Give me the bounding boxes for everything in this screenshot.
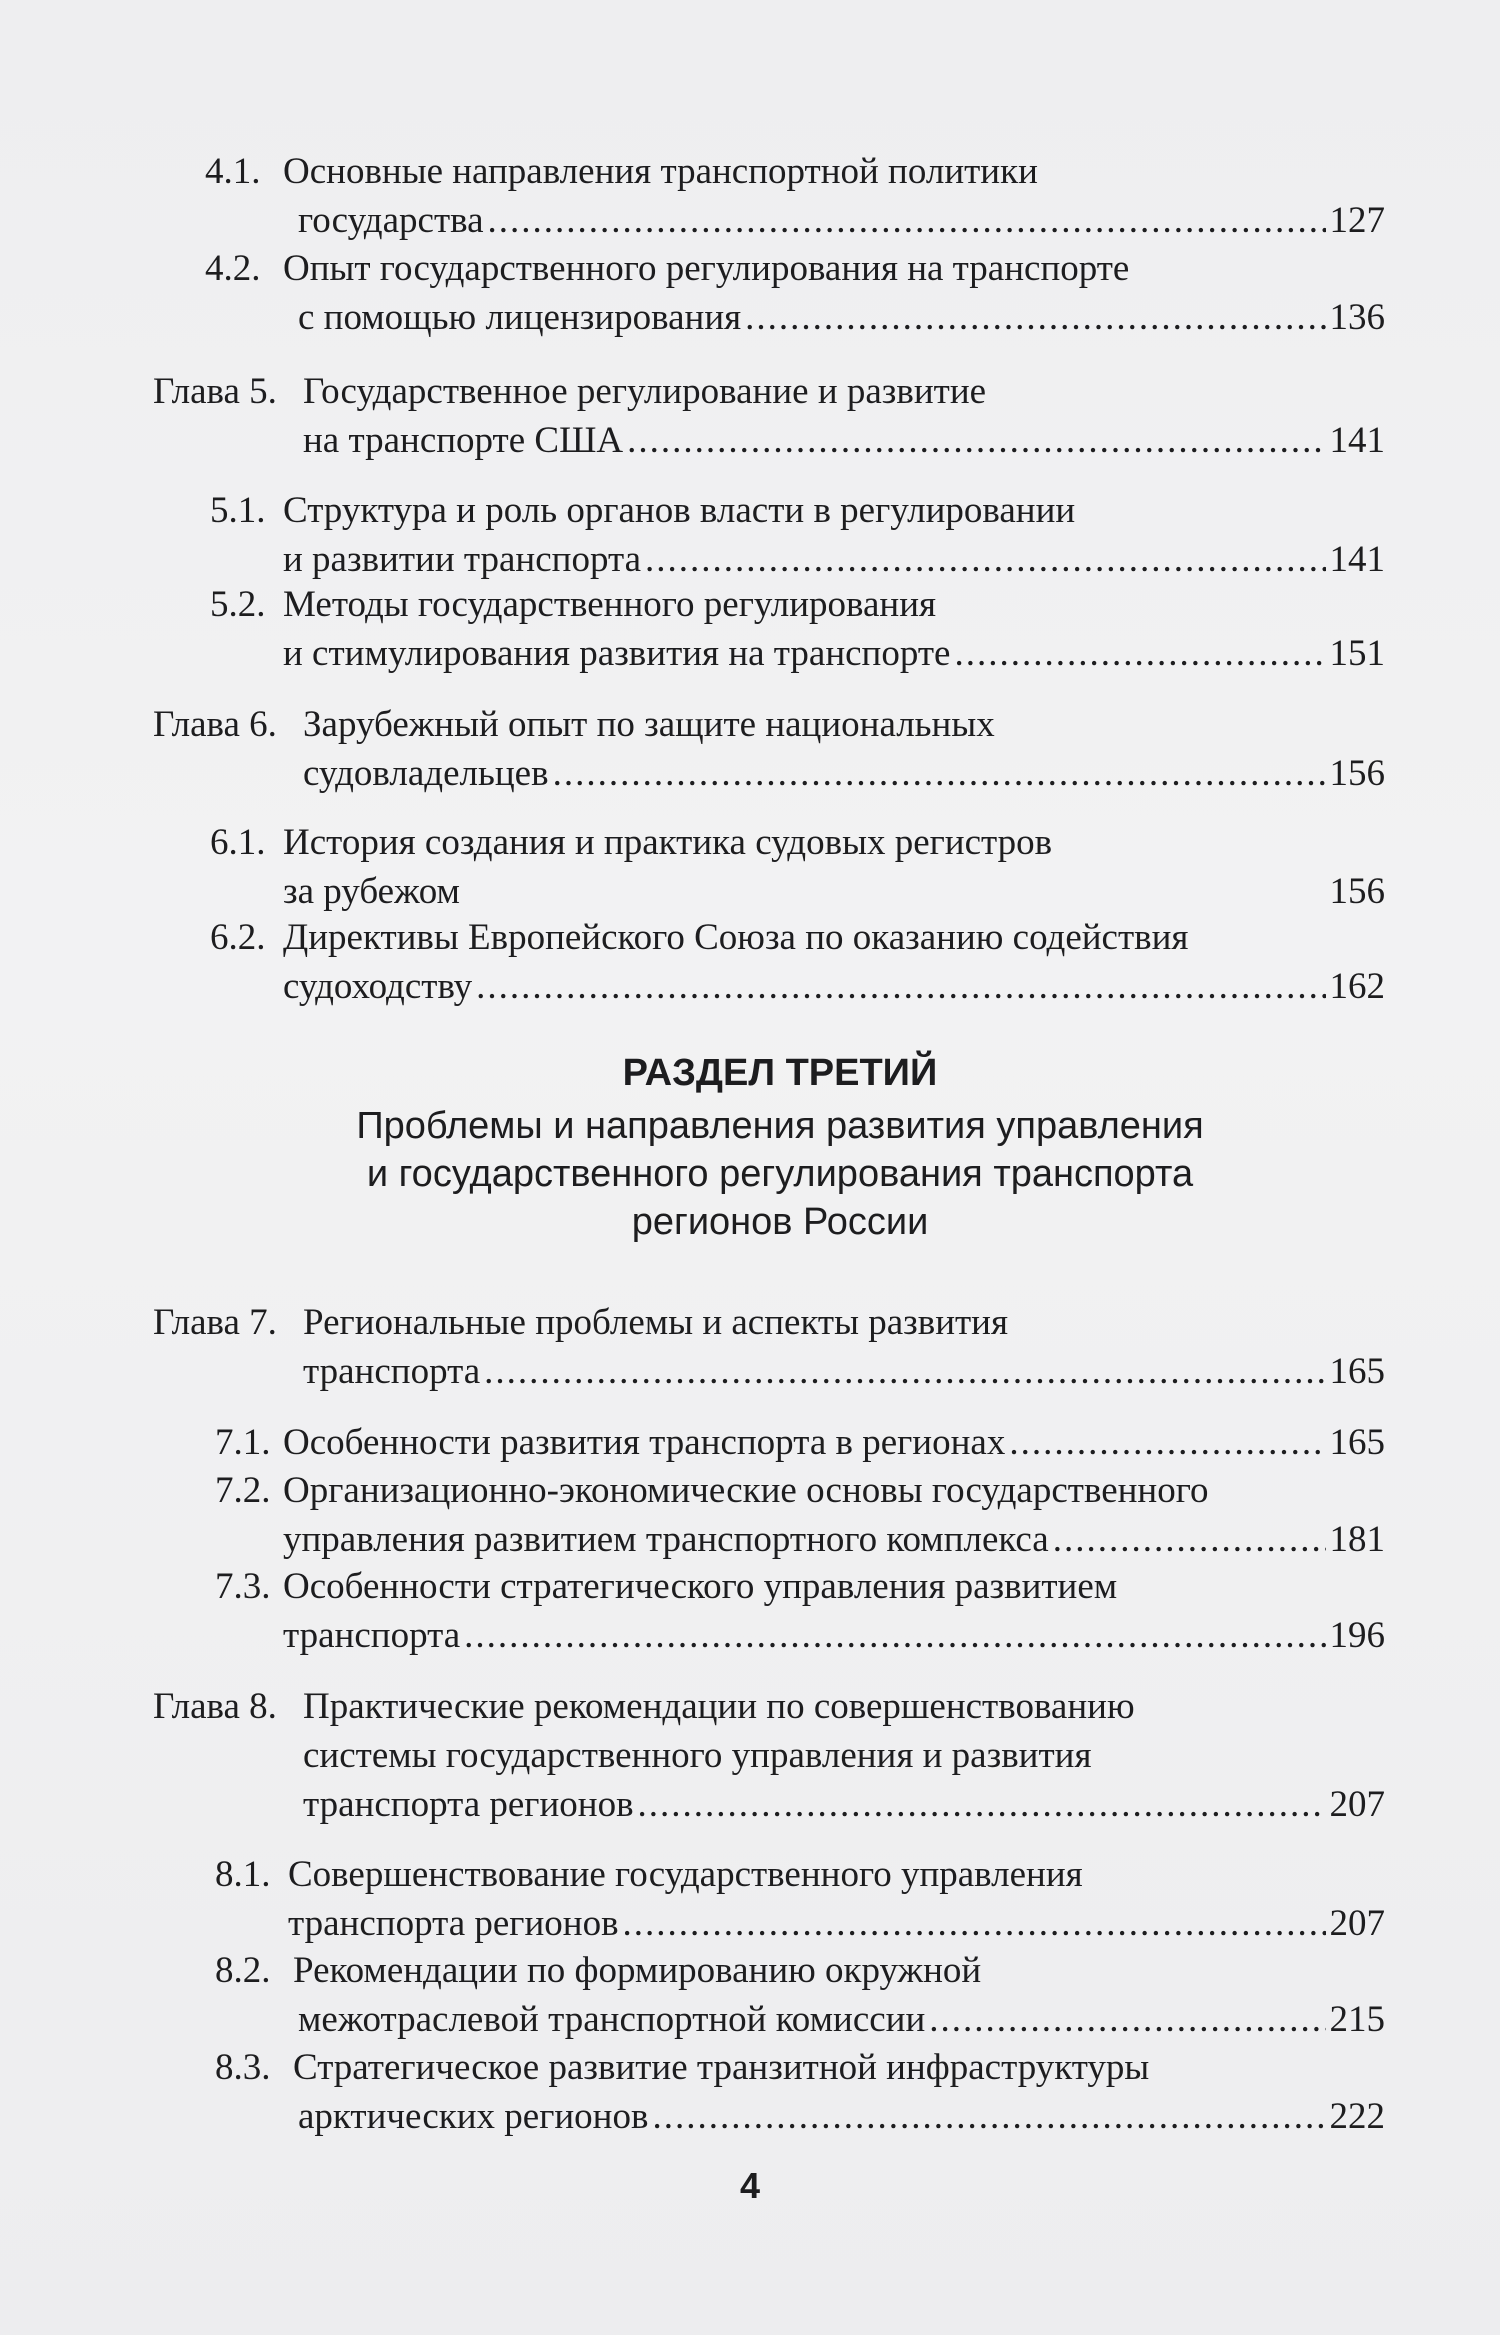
entry-title-line-2: транспорта <box>303 1351 481 1392</box>
entry-page: 162 <box>1329 966 1385 1007</box>
entry-page: 207 <box>1329 1903 1385 1944</box>
entry-page: 141 <box>1329 539 1385 580</box>
leader-dots <box>638 1780 1326 1829</box>
entry-title-line-2: и развитии транспорта <box>283 539 642 580</box>
toc-entry-7-1 <box>215 1418 1385 1467</box>
entry-number: 6.2. <box>210 917 266 958</box>
chapter-number: Глава 5. <box>153 371 277 412</box>
entry-title-line-1: Организационно-экономические основы государственного <box>283 1470 1209 1511</box>
entry-page: 207 <box>1329 1784 1385 1825</box>
entry-title-line-2: и стимулирования развития на транспорте <box>283 633 951 674</box>
toc-chapter-6 <box>153 700 1385 798</box>
entry-page: 141 <box>1329 420 1385 461</box>
toc-entry-8-3 <box>215 2043 1385 2141</box>
toc-entry-6-2 <box>210 913 1385 1011</box>
entry-title-line-1: Стратегическое развитие транзитной инфраструктуры <box>293 2047 1150 2088</box>
entry-title-line-1: Особенности развития транспорта в регионах <box>283 1422 1006 1463</box>
entry-page: 136 <box>1329 297 1385 338</box>
entry-title-line-2: с помощью лицензирования <box>298 297 742 338</box>
toc-entry-4-2 <box>205 244 1385 342</box>
entry-title-line-1: Директивы Европейского Союза по оказанию содействия <box>283 917 1189 958</box>
entry-page: 151 <box>1329 633 1385 674</box>
section-subtitle-line-2: и государственного регулирования транспорта <box>366 1153 1194 1195</box>
section-header <box>260 1048 1300 1246</box>
leader-dots <box>488 196 1326 245</box>
entry-page: 127 <box>1329 200 1385 241</box>
section-subtitle-line-1: Проблемы и направления развития управления <box>356 1105 1204 1147</box>
toc-entry-7-3 <box>215 1562 1385 1660</box>
leader-dots <box>745 293 1325 342</box>
entry-page: 196 <box>1329 1615 1385 1656</box>
chapter-number: Глава 6. <box>153 704 277 745</box>
leader-dots <box>954 629 1325 678</box>
section-title: РАЗДЕЛ ТРЕТИЙ <box>622 1052 938 1094</box>
leader-dots <box>623 1899 1326 1948</box>
chapter-number: Глава 7. <box>153 1302 277 1343</box>
entry-number: 7.1. <box>215 1422 271 1463</box>
page-number: 4 <box>739 2165 761 2206</box>
entry-title-line-2: на транспорте США <box>303 420 624 461</box>
entry-number: 6.1. <box>210 822 266 863</box>
section-subtitle-line-3: регионов России <box>631 1201 929 1243</box>
entry-page: 181 <box>1329 1519 1385 1560</box>
leader-dots <box>484 1347 1325 1396</box>
entry-title-line-2: транспорта регионов <box>288 1903 619 1944</box>
entry-title-line-2: системы государственного управления и развития <box>303 1735 1092 1776</box>
toc-entry-7-2 <box>215 1466 1385 1564</box>
entry-title-line-1: История создания и практика судовых регистров <box>283 822 1053 863</box>
entry-title-line-2: государства <box>298 200 484 241</box>
entry-page: 156 <box>1329 871 1385 912</box>
entry-title-line-2: межотраслевой транспортной комиссии <box>298 1999 926 2040</box>
entry-number: 5.2. <box>210 584 266 625</box>
leader-dots <box>476 962 1325 1011</box>
entry-page: 215 <box>1329 1999 1385 2040</box>
leader-dots <box>645 535 1325 584</box>
entry-number: 7.3. <box>215 1566 271 1607</box>
entry-title-line-2: судовладельцев <box>303 753 549 794</box>
entry-number: 4.2. <box>205 248 261 289</box>
entry-page: 222 <box>1329 2096 1385 2137</box>
leader-dots <box>464 1611 1325 1660</box>
entry-page: 165 <box>1329 1422 1385 1463</box>
entry-number: 8.1. <box>215 1854 271 1895</box>
toc-entry-5-1 <box>210 486 1385 584</box>
entry-title-line-2: управления развитием транспортного комплекса <box>283 1519 1049 1560</box>
entry-title-line-1: Совершенствование государственного управления <box>288 1854 1083 1895</box>
leader-dots <box>652 2092 1325 2141</box>
leader-dots <box>929 1995 1325 2044</box>
entry-title-line-1: Методы государственного регулирования <box>283 584 937 625</box>
entry-title-line-1: Государственное регулирование и развитие <box>303 371 987 412</box>
leader-dots <box>553 749 1326 798</box>
entry-number: 5.1. <box>210 490 266 531</box>
toc-entry-8-1 <box>215 1850 1385 1948</box>
toc-entry-8-2 <box>215 1946 1385 2044</box>
entry-number: 8.3. <box>215 2047 271 2088</box>
entry-title-line-1: Особенности стратегического управления развитием <box>283 1566 1118 1607</box>
toc-entry-6-1 <box>210 818 1385 916</box>
entry-title-line-1: Структура и роль органов власти в регулировании <box>283 490 1076 531</box>
entry-title-line-1: Основные направления транспортной политики <box>283 151 1038 192</box>
entry-title-line-2: судоходству <box>283 966 473 1007</box>
toc-chapter-7 <box>153 1298 1385 1396</box>
toc-entry-4-1 <box>205 147 1385 245</box>
entry-title-line-2: за рубежом <box>283 871 460 912</box>
chapter-number: Глава 8. <box>153 1686 277 1727</box>
leader-dots <box>1009 1418 1325 1467</box>
toc-chapter-8 <box>153 1682 1385 1829</box>
entry-number: 4.1. <box>205 151 261 192</box>
entry-number: 8.2. <box>215 1950 271 1991</box>
toc-chapter-5 <box>153 367 1385 465</box>
entry-title-line-2: арктических регионов <box>298 2096 649 2137</box>
entry-page: 165 <box>1329 1351 1385 1392</box>
entry-title-line-1: Практические рекомендации по совершенствованию <box>303 1686 1135 1727</box>
entry-title-line-1: Региональные проблемы и аспекты развития <box>303 1302 1009 1343</box>
toc-entry-5-2 <box>210 580 1385 678</box>
entry-title-line-1: Опыт государственного регулирования на транспорте <box>283 248 1130 289</box>
entry-title-line-1: Рекомендации по формированию окружной <box>293 1950 982 1991</box>
entry-page: 156 <box>1329 753 1385 794</box>
entry-title-line-3: транспорта регионов <box>303 1784 634 1825</box>
entry-title-line-1: Зарубежный опыт по защите национальных <box>303 704 995 745</box>
leader-dots <box>627 416 1325 465</box>
entry-number: 7.2. <box>215 1470 271 1511</box>
leader-dots <box>1053 1515 1326 1564</box>
entry-title-line-2: транспорта <box>283 1615 461 1656</box>
